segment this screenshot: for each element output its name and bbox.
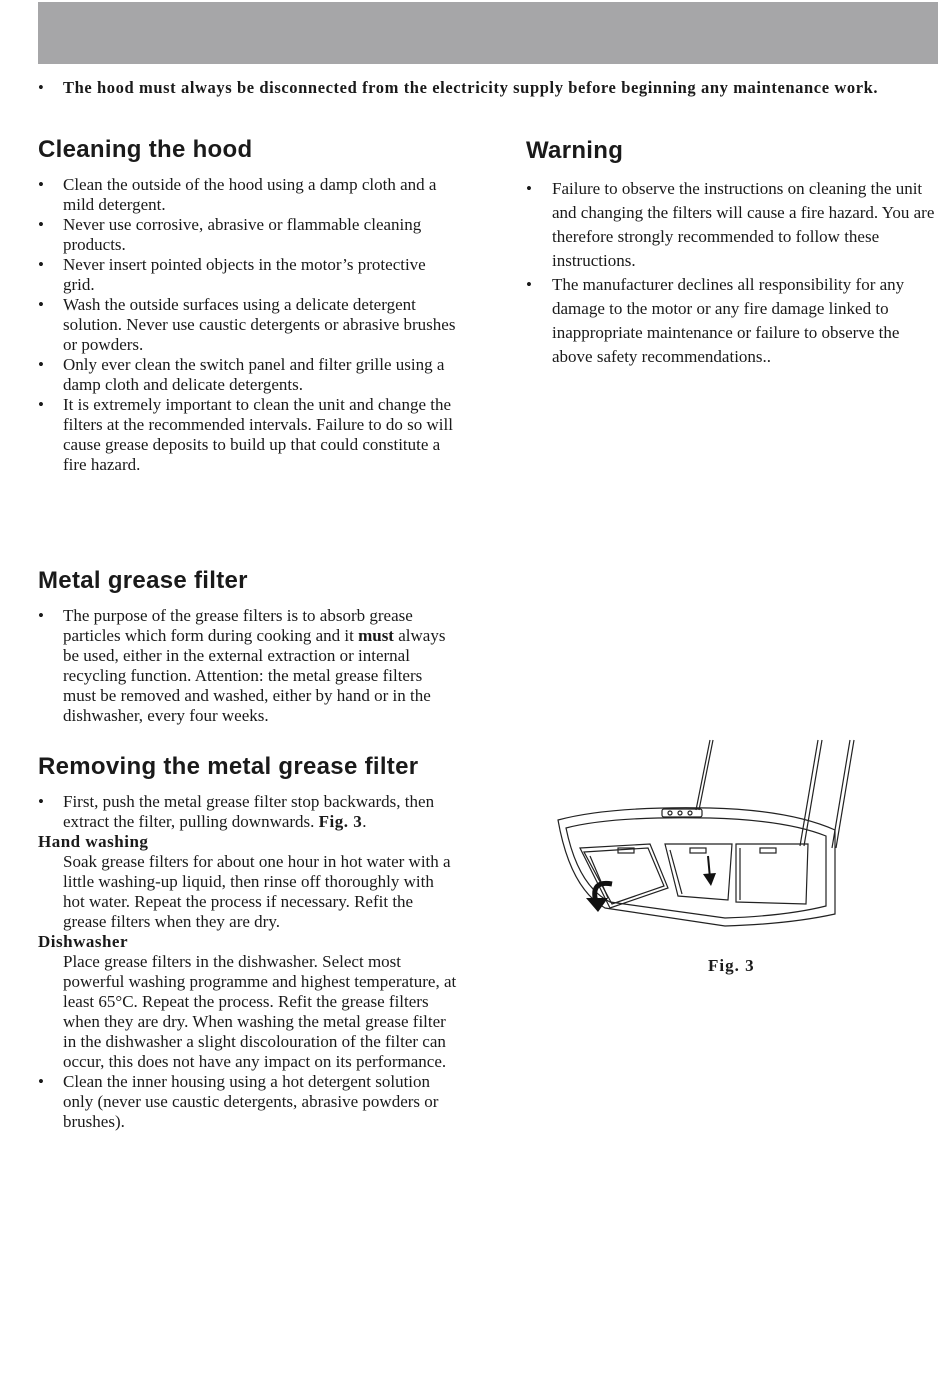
- intro-text: The hood must always be disconnected from the electricity supply before beginning any maintenance work.: [63, 78, 879, 97]
- list-item: • It is extremely important to clean the unit and change the filters at the recommended intervals. Failure to do so will cause grease deposits to build up that could constitute a fire hazard.: [38, 395, 453, 474]
- removing-list-end: [38, 1072, 458, 1132]
- list-item: • The purpose of the grease filters is to absorb grease particles which form during cooking and it must always be used, either in the external extraction or internal recycling function. Attention: the metal grease filters must be removed and washed, either by hand or in the dishwasher, every four weeks.: [38, 606, 446, 725]
- cleaning-title: Cleaning the hood: [38, 136, 253, 163]
- warning-title: Warning: [526, 137, 624, 164]
- list-item: • Never use corrosive, abrasive or flammable cleaning products.: [38, 215, 422, 254]
- hood-figure: [550, 738, 880, 938]
- metal-filter-title: Metal grease filter: [38, 567, 248, 594]
- removing-list: [38, 792, 458, 832]
- hand-washing-text: Soak grease filters for about one hour in hot water with a little washing-up liquid, then rinse off thoroughly with hot water. Repeat the process if necessary. Refit the grease filters when they are dry.: [63, 852, 451, 931]
- list-item: • Wash the outside surfaces using a delicate detergent solution. Never use caustic detergents or abrasive brushes or powders.: [38, 295, 456, 354]
- cleaning-section: [38, 136, 458, 475]
- list-item: • Clean the outside of the hood using a damp cloth and a mild detergent.: [38, 175, 437, 214]
- hand-washing-heading: Hand washing: [38, 832, 149, 851]
- bullet: •: [38, 78, 45, 97]
- removing-section: [38, 753, 458, 1132]
- header-bar: [38, 2, 938, 64]
- dishwasher-heading: Dishwasher: [38, 932, 129, 951]
- list-item: • Never insert pointed objects in the motor’s protective grid.: [38, 255, 426, 294]
- warning-list: [526, 177, 941, 369]
- warning-section: [526, 137, 941, 369]
- list-item: • Clean the inner housing using a hot detergent solution only (never use caustic detergents, abrasive powders or brushes).: [38, 1072, 439, 1131]
- list-item: • Failure to observe the instructions on cleaning the unit and changing the filters will cause a fire hazard. You are therefore strongly recommended to follow these instructions.: [526, 179, 935, 270]
- metal-filter-section: [38, 567, 458, 726]
- cleaning-list: [38, 175, 458, 475]
- figure-caption: Fig. 3: [708, 956, 755, 975]
- list-item: • First, push the metal grease filter stop backwards, then extract the filter, pulling downwards. Fig. 3.: [38, 792, 435, 831]
- list-item: • The manufacturer declines all responsibility for any damage to the motor or any fire damage linked to inappropriate maintenance or failure to observe the above safety recommendations..: [526, 275, 905, 366]
- metal-filter-list: [38, 606, 458, 726]
- list-item: • Only ever clean the switch panel and filter grille using a damp cloth and delicate detergents.: [38, 355, 445, 394]
- intro-warning: [38, 78, 883, 98]
- dishwasher-text: Place grease filters in the dishwasher. Select most powerful washing programme and highest temperature, at least 65°C. Repeat the process. Refit the grease filters when they are dry. When washing the metal grease filter in the dishwasher a slight discolouration of the filter can occur, this does not have any impact on its performance.: [63, 952, 457, 1071]
- removing-title: Removing the metal grease filter: [38, 753, 419, 780]
